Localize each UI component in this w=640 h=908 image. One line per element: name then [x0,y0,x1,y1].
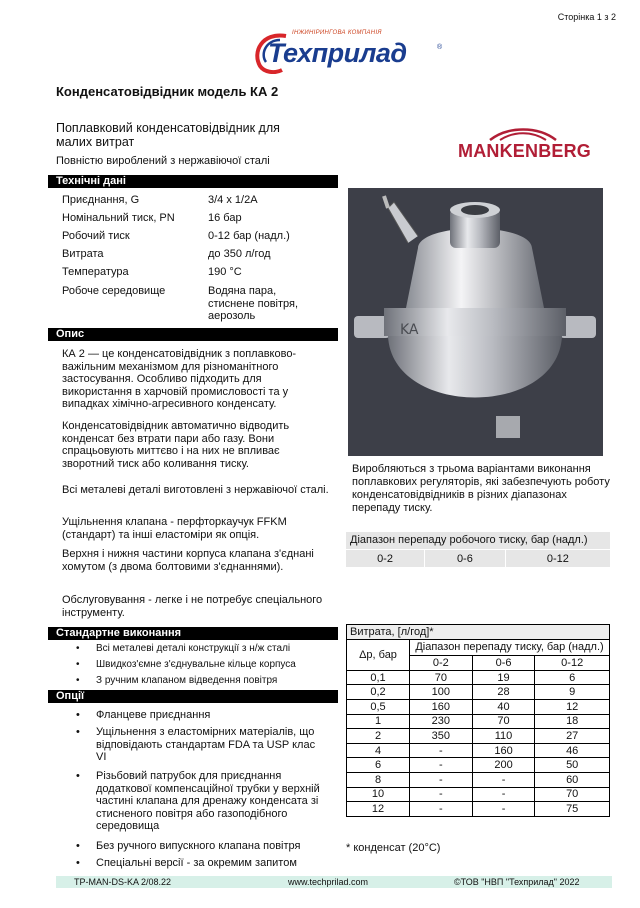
copyright: ©ТОВ "НВП "Техприлад" 2022 [454,877,580,887]
table-cell: - [472,772,535,787]
table-cell: 12 [347,802,410,817]
table-cell: 70 [535,787,610,802]
variants-text: Виробляються з трьома варіантами виконання поплавкових регуляторів, які забезпечують роботу конденсатовідвідників в різних діапазонах перепаду тиску. [352,463,610,514]
section-standard-header: Стандартне виконання [48,627,338,640]
table-row [347,787,610,802]
pressure-range-cell: 0-2 [346,550,425,568]
desc-paragraph: Обслуговування - легке і не потребує спеціального інструменту. [62,594,323,619]
spec-label: Робоче середовище [62,285,166,297]
desc-paragraph: КА 2 — це конденсатовідвідник з поплавково-важільним механізмом для різноманітного застосування. Особливо підходить для використання в харчовій промисловості та у випадках хімічно-агресивного конденсату. [62,348,297,410]
list-item: Спеціальні версії - за окремим запитом [96,857,297,869]
desc-paragraph: Ущільнення клапана - перфторкаучук FFKM (стандарт) та інші еластоміри як опція. [62,516,287,541]
section-options-header: Опції [48,690,338,703]
table-row [347,714,610,729]
table-row [347,758,610,773]
table-cell: 160 [472,743,535,758]
table-cell: 350 [410,729,473,744]
table-cell: 230 [410,714,473,729]
table-cell: 2 [347,729,410,744]
spec-label: Номінальний тиск, PN [62,212,175,224]
spec-value: 16 бар [208,212,242,224]
list-item: Різьбовий патрубок для приєднання додаткової компенсаційної трубки у верхній частині клапана для дренажу конденсата зі стисненого повітря або газоподібного середовища [96,770,320,832]
table-cell: 50 [535,758,610,773]
spec-label: Витрата [62,248,104,260]
bullet-icon: • [76,726,80,738]
flow-table-title: Витрата, [л/год]* [347,625,610,640]
table-cell: 4 [347,743,410,758]
table-cell: 0,2 [347,685,410,700]
table-row [347,743,610,758]
table-cell: 0,5 [347,699,410,714]
table-row [347,772,610,787]
table-cell: 40 [472,699,535,714]
pressure-range-cell: 0-6 [425,550,506,568]
page-number: Сторінка 1 з 2 [557,12,616,22]
table-row [347,685,610,700]
subtitle: Поплавковий конденсатовідвідник для малих витрат [56,121,280,149]
spec-value: Водяна пара, стиснене повітря, аерозоль [208,285,299,322]
brand-logo: MANKENBERG [458,141,592,161]
section-tech-header: Технічні дані [48,175,338,188]
bullet-icon: • [76,709,80,721]
steam-trap-image [348,188,603,456]
dp-label: Δp, бар [347,639,410,670]
table-cell: 6 [535,670,610,685]
footnote: * конденсат (20°C) [346,842,441,854]
table-cell: 18 [535,714,610,729]
table-cell: 70 [472,714,535,729]
table-cell: 46 [535,743,610,758]
bullet-icon: • [76,857,80,869]
table-cell: 70 [410,670,473,685]
website-link[interactable]: www.techprilad.com [288,877,369,887]
table-cell: 28 [472,685,535,700]
table-cell: - [472,802,535,817]
spec-label: Приєднання, G [62,194,140,206]
range-header: Діапазон перепаду тиску, бар (надл.) [410,639,610,656]
desc-paragraph: Конденсатовідвідник автоматично відводить конденсат без втрати пари або газу. Вони спрацьовують миттєво і на них не впливає зворотний тиск або коливання тиску. [62,420,290,470]
footer-bar [56,876,612,888]
doc-code: TP-MAN-DS-KA 2/08.22 [74,877,172,887]
list-item: Без ручного випускного клапана повітря [96,840,301,852]
table-cell: 27 [535,729,610,744]
spec-label: Робочий тиск [62,230,130,242]
flow-col-header: 0-12 [535,656,610,671]
table-row [347,699,610,714]
bullet-icon: • [76,770,80,782]
bullet-icon: • [76,675,80,686]
flow-col-header: 0-6 [472,656,535,671]
table-cell: 1 [347,714,410,729]
table-cell: - [410,787,473,802]
desc-paragraph: Верхня і нижня частини корпуса клапана з'єднані хомутом (з двома болтовими з'єднаннями). [62,548,314,573]
table-row [347,729,610,744]
logo-name: Техприлад [268,38,407,68]
table-cell: - [410,802,473,817]
table-cell: 10 [347,787,410,802]
table-cell: 19 [472,670,535,685]
list-item: Ущільнення з еластомірних матеріалів, що відповідають стандартам FDA та USP клас VI [96,726,316,763]
pressure-range-cell: 0-12 [505,550,610,568]
svg-text:KA: KA [400,322,419,338]
table-cell: - [410,772,473,787]
flow-table [346,624,610,817]
product-photo [348,188,603,456]
table-cell: 9 [535,685,610,700]
table-cell: 12 [535,699,610,714]
pressure-range-table [346,532,610,567]
pressure-range-header: Діапазон перепаду робочого тиску, бар (надл.) [346,532,610,550]
table-row [347,670,610,685]
desc-paragraph: Всі металеві деталі виготовлені з нержавіючої сталі. [62,484,329,496]
spec-label: Температура [62,266,129,278]
bullet-icon: • [76,659,80,670]
spec-value: 3/4 x 1/2A [208,194,258,206]
spec-value: до 350 л/год [208,248,271,260]
spec-value: 190 °C [208,266,242,278]
table-cell: 75 [535,802,610,817]
list-item: Фланцеве приєднання [96,709,211,721]
table-cell: - [410,758,473,773]
table-cell: 110 [472,729,535,744]
section-desc-header: Опис [48,328,338,341]
table-cell: 100 [410,685,473,700]
table-cell: 0,1 [347,670,410,685]
table-cell: 160 [410,699,473,714]
table-cell: 6 [347,758,410,773]
table-row [347,802,610,817]
brand-arc-icon [488,124,558,142]
table-cell: - [472,787,535,802]
spec-value: 0-12 бар (надл.) [208,230,290,242]
flow-col-header: 0-2 [410,656,473,671]
table-cell: 200 [472,758,535,773]
table-cell: 8 [347,772,410,787]
logo-tagline: ІНЖИНІРИНГОВА КОМПАНІЯ [292,30,382,36]
page-title: Конденсатовідвідник модель КА 2 [56,84,279,99]
list-item: Швидкоз'ємне з'єднувальне кільце корпуса [96,659,296,670]
list-item: Всі металеві деталі конструкції з н/ж сталі [96,643,291,654]
bullet-icon: • [76,643,80,654]
table-cell: 60 [535,772,610,787]
bullet-icon: • [76,840,80,852]
list-item: З ручним клапаном відведення повітря [96,675,278,686]
table-cell: - [410,743,473,758]
subtitle-material: Повністю вироблений з нержавіючої сталі [56,155,270,167]
logo-registered: ® [437,44,443,51]
